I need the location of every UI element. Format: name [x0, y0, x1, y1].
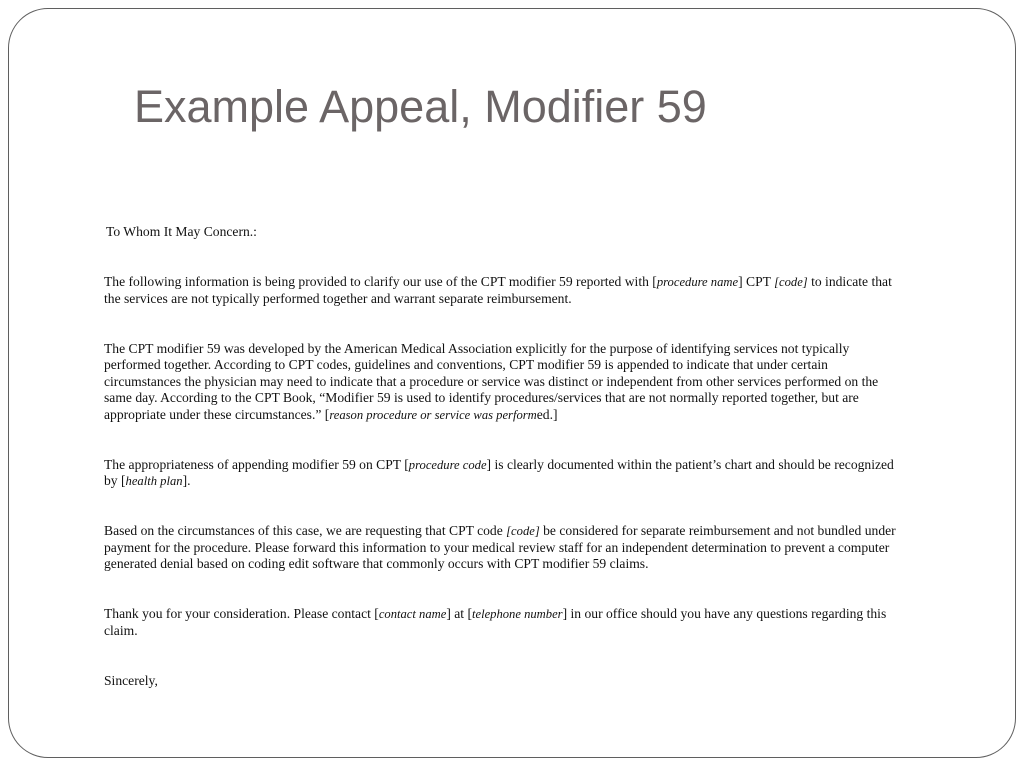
p1-text-1: The following information is being provided to clarify our use of the CPT modifier 59 reported with [ — [104, 274, 657, 289]
p4-text-1: Based on the circumstances of this case, we are requesting that CPT code — [104, 523, 507, 538]
placeholder-procedure-code: procedure code — [408, 457, 487, 472]
letter-salutation: To Whom It May Concern.: — [106, 224, 257, 239]
placeholder-contact-name: contact name — [378, 607, 447, 621]
p2-text-2: ed.] — [536, 406, 558, 422]
placeholder-telephone-number: telephone number — [471, 607, 563, 621]
p3-text-1: The appropriateness of appending modifier 59 on CPT [ — [104, 456, 409, 472]
p2-text-1: The CPT modifier 59 was developed by the American Medical Association explicitly for the purpose of identifying services not typically performed together. According to CPT codes, guidelines and conventions, CPT modifier 59 is appended to indicate that under certain circumstances the physician may need to indicate that a procedure or service was distinct or independent from other services performed on the same day. According to the CPT Book, “Modifier 59 is used to identify procedures/services that are not normally reported together, but are appropriate under these circumstances.” [ — [104, 340, 879, 422]
p3-text-2: ] is clearly documented within the patient’s chart and should be recognized by [ — [104, 456, 894, 488]
placeholder-code: [code] — [774, 275, 808, 289]
placeholder-health-plan: health plan — [125, 474, 183, 488]
p1-text-2: ] CPT — [738, 274, 775, 289]
appeal-letter-body — [104, 224, 904, 723]
letter-paragraph-2 — [104, 341, 904, 424]
p1-text-3: to indicate that the services are not typically performed together and warrant separate reimbursement. — [104, 274, 892, 306]
p5-text-1: Thank you for your consideration. Please contact [ — [104, 606, 379, 621]
letter-paragraph-1 — [104, 274, 904, 307]
p4-text-2: be considered for separate reimbursement and not bundled under payment for the procedure. Please forward this information to your medical review staff for an independent determination to prevent a computer generated denial based on coding edit software that commonly occurs with CPT modifier 59 claims. — [104, 523, 896, 571]
letter-paragraph-4 — [104, 523, 904, 573]
placeholder-code-2: [code] — [506, 524, 540, 538]
placeholder-procedure-name: procedure name — [656, 275, 739, 289]
letter-paragraph-5 — [104, 606, 904, 639]
letter-closing: Sincerely, — [104, 672, 158, 688]
slide-title: Example Appeal, Modifier 59 — [134, 81, 707, 132]
letter-paragraph-3 — [104, 457, 904, 490]
p3-text-3: ]. — [182, 473, 191, 488]
p5-text-3: ] in our office should you have any questions regarding this claim. — [104, 606, 887, 638]
placeholder-reason: reason procedure or service was perform — [329, 407, 537, 422]
p5-text-2: ] at [ — [446, 606, 472, 621]
